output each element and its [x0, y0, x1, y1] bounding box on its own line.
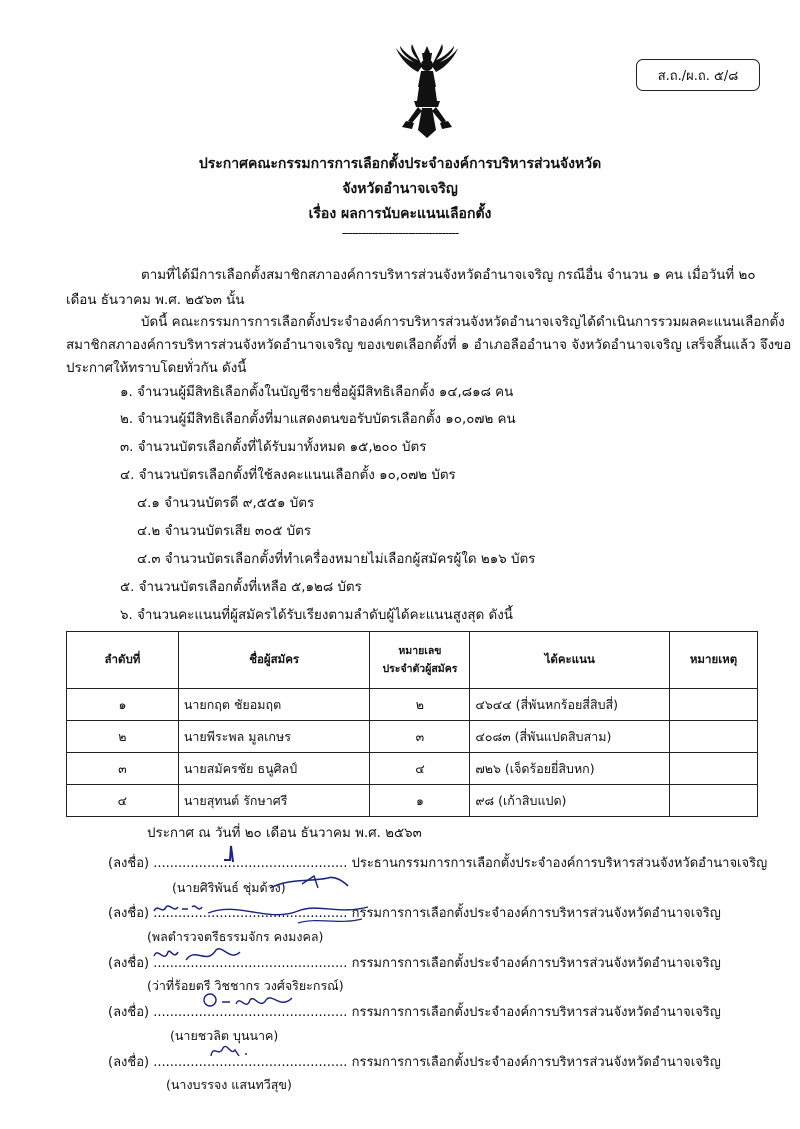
signer-name-1: (นายศิริพันธ์ ชุ่มด้วง) — [172, 880, 286, 895]
header-divider: ----------------------------------- — [341, 226, 459, 240]
announce-date: ประกาศ ณ วันที่ ๒๐ เดือน ธันวาคม พ.ศ. ๒๕๖๓ — [147, 826, 422, 841]
cell-name: นายพีระพล มูลเกษร — [178, 721, 370, 753]
cell-rank: ๔ — [67, 785, 179, 817]
signer-role-4: กรรมการการเลือกตั้งประจำองค์การบริหารส่วนจังหวัดอำนาจเจริญ — [351, 1005, 721, 1020]
handwritten-signature-2-icon — [148, 893, 378, 933]
signer-name-2: (พลตำรวจตรีธรรมจักร คงมงคล) — [147, 929, 324, 944]
results-table — [66, 631, 758, 817]
garuda-emblem-icon — [392, 44, 462, 140]
signer-role-2: กรรมการการเลือกตั้งประจำองค์การบริหารส่วนจังหวัดอำนาจเจริญ — [351, 906, 721, 921]
cell-name: นายสมัครชัย ธนูศิลป์ — [178, 753, 370, 785]
paragraph-1-line-2: เดือน ธันวาคม พ.ศ. ๒๕๖๓ นั้น — [66, 293, 245, 308]
paragraph-2-line-1: บัดนี้ คณะกรรมการการเลือกตั้งประจำองค์การบริหารส่วนจังหวัดอำนาจเจริญได้ดำเนินการรวมผลคะแนนเลือกตั้ง — [141, 315, 785, 330]
table-row — [67, 689, 758, 721]
header-votes: ได้คะแนน — [470, 632, 670, 689]
header-title: เรื่อง ผลการนับคะแนนเลือกตั้ง — [308, 206, 492, 222]
signer-name-4: (นายชวลิต บุนนาค) — [170, 1028, 279, 1043]
cell-note — [670, 689, 758, 721]
header-rank: ลำดับที่ — [67, 632, 179, 689]
signature-line-5 — [108, 1051, 721, 1072]
header-number-line2: ประจำตัวผู้สมัคร — [382, 663, 458, 675]
handwritten-signature-4-icon — [200, 988, 310, 1016]
signer-role-1: ประธานกรรมการการเลือกตั้งประจำองค์การบริหารส่วนจังหวัดอำนาจเจริญ — [351, 856, 768, 871]
sign-prefix: (ลงชื่อ) ............................................... — [108, 856, 348, 871]
list-item-4-3: ๔.๓ จำนวนบัตรเลือกตั้งที่ทำเครื่องหมายไม่เลือกผู้สมัครผู้ใด ๒๑๖ บัตร — [137, 552, 536, 567]
cell-number: ๓ — [370, 721, 470, 753]
list-item-4-2: ๔.๒ จำนวนบัตรเสีย ๓๐๕ บัตร — [137, 524, 312, 539]
cell-rank: ๓ — [67, 753, 179, 785]
header-candidate-name: ชื่อผู้สมัคร — [178, 632, 370, 689]
sign-prefix: (ลงชื่อ) ............................................... — [108, 906, 348, 921]
header-candidate-number — [370, 632, 470, 689]
list-item-4: ๔. จำนวนบัตรเลือกตั้งที่ใช้ลงคะแนนเลือกตั้ง ๑๐,๐๗๒ บัตร — [120, 468, 456, 483]
signer-name-5: (นางบรรจง แสนทวีสุข) — [166, 1077, 292, 1092]
header-number-line1: หมายเลข — [398, 645, 442, 657]
sign-prefix: (ลงชื่อ) ............................................... — [108, 1055, 348, 1070]
header-note: หมายเหตุ — [670, 632, 758, 689]
list-item-6: ๖. จำนวนคะแนนที่ผู้สมัครได้รับเรียงตามลำดับผู้ได้คะแนนสูงสุด ดังนี้ — [120, 608, 513, 623]
sign-prefix: (ลงชื่อ) ............................................... — [108, 1005, 348, 1020]
signature-line-1 — [108, 852, 767, 873]
table-row — [67, 753, 758, 785]
paragraph-2-line-2: สมาชิกสภาองค์การบริหารส่วนจังหวัดอำนาจเจริญ ของเขตเลือกตั้งที่ ๑ อำเภอลืออำนาจ จังหวัดอำนาจเจริญ เสร็จสิ้นแล้ว จึงขอ — [66, 338, 792, 353]
cell-votes: ๙๘ (เก้าสิบแปด) — [470, 785, 670, 817]
list-item-5: ๕. จำนวนบัตรเลือกตั้งที่เหลือ ๕,๑๒๘ บัตร — [120, 580, 362, 595]
list-item-4-1: ๔.๑ จำนวนบัตรดี ๙,๕๕๑ บัตร — [137, 496, 315, 511]
header-line1: ประกาศคณะกรรมการการเลือกตั้งประจำองค์การบริหารส่วนจังหวัด — [198, 156, 602, 172]
cell-rank: ๑ — [67, 689, 179, 721]
header-line2: จังหวัดอำนาจเจริญ — [342, 181, 458, 197]
sign-prefix: (ลงชื่อ) ............................................... — [108, 956, 348, 971]
signer-role-3: กรรมการการเลือกตั้งประจำองค์การบริหารส่วนจังหวัดอำนาจเจริญ — [351, 956, 721, 971]
cell-votes: ๔๐๘๓ (สี่พันแปดสิบสาม) — [470, 721, 670, 753]
table-header-row — [67, 632, 758, 689]
list-item-2: ๒. จำนวนผู้มีสิทธิเลือกตั้งที่มาแสดงตนขอรับบัตรเลือกตั้ง ๑๐,๐๗๒ คน — [120, 412, 516, 427]
cell-name: นายสุทนต์ รักษาศรี — [178, 785, 370, 817]
cell-votes: ๔๖๔๔ (สี่พันหกร้อยสี่สิบสี่) — [470, 689, 670, 721]
list-item-3: ๓. จำนวนบัตรเลือกตั้งที่ได้รับมาทั้งหมด ๑๕,๒๐๐ บัตร — [120, 440, 427, 455]
cell-rank: ๒ — [67, 721, 179, 753]
cell-votes: ๗๒๖ (เจ็ดร้อยยี่สิบหก) — [470, 753, 670, 785]
table-row — [67, 785, 758, 817]
cell-number: ๒ — [370, 689, 470, 721]
cell-number: ๔ — [370, 753, 470, 785]
list-item-1: ๑. จำนวนผู้มีสิทธิเลือกตั้งในบัญชีรายชื่อผู้มีสิทธิเลือกตั้ง ๑๔,๘๑๘ คน — [120, 385, 514, 400]
cell-note — [670, 753, 758, 785]
cell-note — [670, 721, 758, 753]
handwritten-signature-1-icon — [210, 838, 360, 898]
document-code: ส.ถ./ผ.ถ. ๕/๘ — [636, 59, 760, 91]
cell-number: ๑ — [370, 785, 470, 817]
handwritten-signature-5-icon — [205, 1038, 265, 1064]
cell-name: นายกฤต ชัยอมฤต — [178, 689, 370, 721]
signer-role-5: กรรมการการเลือกตั้งประจำองค์การบริหารส่วนจังหวัดอำนาจเจริญ — [351, 1055, 721, 1070]
paragraph-1-line-1: ตามที่ได้มีการเลือกตั้งสมาชิกสภาองค์การบริหารส่วนจังหวัดอำนาจเจริญ กรณีอื่น จำนวน ๑ คน เมื่อวันที่ ๒๐ — [141, 268, 756, 283]
cell-note — [670, 785, 758, 817]
handwritten-signature-3-icon — [150, 940, 270, 970]
paragraph-2-line-3: ประกาศให้ทราบโดยทั่วกัน ดังนี้ — [66, 361, 247, 376]
table-row — [67, 721, 758, 753]
signer-name-3: (ว่าที่ร้อยตรี วิชชากร วงศ์จริยะกรณ์) — [147, 978, 344, 993]
